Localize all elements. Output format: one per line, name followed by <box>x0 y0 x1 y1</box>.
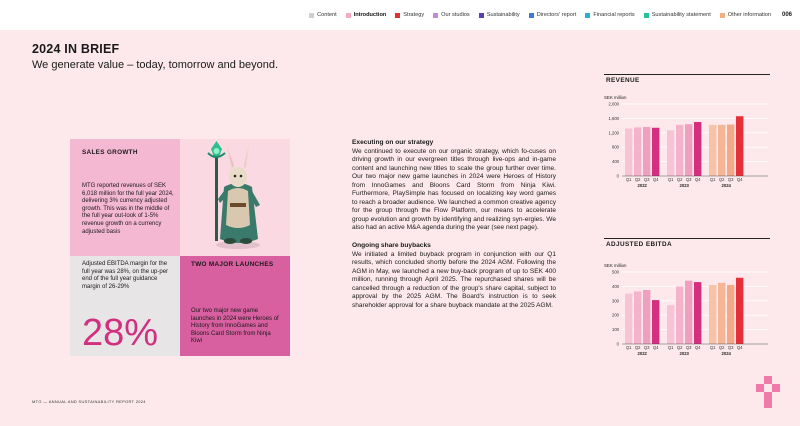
ebitda-margin-box <box>70 256 180 356</box>
revenue-x-tick-label: Q2 <box>676 177 683 182</box>
ebitda-bar-2023-Q2 <box>676 286 683 344</box>
nav-item-label: Other information <box>727 12 771 18</box>
revenue-y-tick-label: 2,000 <box>608 101 619 107</box>
major-launches-label: TWO MAJOR LAUNCHES <box>191 261 274 268</box>
revenue-y-tick-label: 400 <box>612 159 619 165</box>
revenue-x-tick-label: Q2 <box>634 177 641 182</box>
revenue-group-label: 2024 <box>721 183 731 188</box>
nav-item-label: Introduction <box>353 12 387 18</box>
revenue-y-tick-label: 1,600 <box>608 115 619 121</box>
nav-item-content[interactable] <box>309 12 337 18</box>
revenue-bar-2024-Q3 <box>727 125 734 176</box>
nav-color-swatch <box>585 13 590 18</box>
major-launches-box <box>180 256 290 356</box>
nav-color-swatch <box>529 13 534 18</box>
ebitda-group-label: 2024 <box>721 351 731 356</box>
ebitda-y-tick-label: 400 <box>612 283 619 289</box>
buyback-heading: Ongoing share buybacks <box>352 242 431 250</box>
nav-item-label: Sustainability statement <box>651 12 711 18</box>
decorative-pink-blocks <box>756 376 780 410</box>
revenue-x-tick-label: Q4 <box>652 177 659 182</box>
revenue-x-tick-label: Q1 <box>667 177 674 182</box>
ebitda-x-tick-label: Q2 <box>676 345 683 350</box>
nav-color-swatch <box>395 13 400 18</box>
game-character-illustration <box>180 139 290 256</box>
revenue-x-tick-label: Q3 <box>727 177 734 182</box>
revenue-y-tick-label: 800 <box>612 144 619 150</box>
revenue-bar-2023-Q4 <box>694 122 701 176</box>
page-number: 006 <box>781 12 792 18</box>
ebitda-x-tick-label: Q4 <box>652 345 659 350</box>
revenue-title-rule <box>604 74 770 75</box>
nav-color-swatch <box>720 13 725 18</box>
ebitda-bar-2022-Q4 <box>652 300 659 344</box>
ebitda-y-unit-label: SEK million <box>604 263 627 268</box>
revenue-y-unit-label: SEK million <box>604 95 627 100</box>
ebitda-chart-title: ADJUSTED EBITDA <box>606 241 673 248</box>
page-subtitle: We generate value – today, tomorrow and beyond. <box>32 59 279 71</box>
ebitda-y-tick-label: 0 <box>616 341 619 347</box>
sales-growth-text: MTG reported revenues of SEK 6,018 million for the full year 2024, delivering 3% currency adjusted growth. This was in the middle of the full year out-look of 1-5% revenue growth on a currency adjusted basis <box>82 183 174 235</box>
revenue-chart <box>596 94 776 206</box>
ebitda-title-rule <box>604 238 770 239</box>
revenue-y-tick-label: 0 <box>616 173 619 179</box>
ebitda-bar-2024-Q2 <box>718 283 725 344</box>
nav-item-our-studios[interactable] <box>433 12 470 18</box>
revenue-x-tick-label: Q1 <box>625 177 632 182</box>
ebitda-x-tick-label: Q4 <box>694 345 701 350</box>
ebitda-bar-2024-Q1 <box>709 285 716 344</box>
nav-item-label: Financial reports <box>593 12 635 18</box>
ebitda-x-tick-label: Q3 <box>643 345 650 350</box>
nav-item-financial-reports[interactable] <box>585 12 634 18</box>
ebitda-x-tick-label: Q3 <box>727 345 734 350</box>
revenue-x-tick-label: Q2 <box>718 177 725 182</box>
revenue-bar-2023-Q2 <box>676 125 683 176</box>
ebitda-x-tick-label: Q1 <box>625 345 632 350</box>
buyback-paragraph: We initiated a limited buyback program in conjunction with our Q1 results, which concluded shortly before the 2024 AGM. Following the AGM in May, we launched a new buy-back program of up to SEK 400 million, running through April 2025. The repurchased shares will be cancelled through a reduction of the group's share capital, subject to approval by the 2025 AGM. The Board's instruction is to seek shareholder approval for a share buyback mandate at the 2025 AGM. <box>352 250 556 309</box>
nav-color-swatch <box>479 13 484 18</box>
ebitda-x-tick-label: Q1 <box>709 345 716 350</box>
revenue-x-tick-label: Q4 <box>736 177 743 182</box>
revenue-bar-2022-Q3 <box>643 127 650 176</box>
ebitda-chart <box>596 262 776 374</box>
nav-item-label: Content <box>317 12 337 18</box>
revenue-x-tick-label: Q3 <box>685 177 692 182</box>
ebitda-x-tick-label: Q2 <box>634 345 641 350</box>
revenue-chart-title: REVENUE <box>606 77 640 84</box>
nav-item-introduction[interactable] <box>346 12 387 18</box>
nav-color-swatch <box>433 13 438 18</box>
revenue-bar-2022-Q4 <box>652 128 659 176</box>
nav-item-directors-report[interactable] <box>529 12 577 18</box>
revenue-bar-2024-Q1 <box>709 125 716 176</box>
article-body <box>352 139 556 319</box>
revenue-x-tick-label: Q1 <box>709 177 716 182</box>
ebitda-bar-2023-Q1 <box>667 305 674 344</box>
strategy-paragraph: We continued to execute on our organic strategy, which fo-cuses on driving growth in our evergreen titles through live-ops and in-game content and launching new titles to scale the group further over time. Our two major new game launches in 2024 were Heroes of History from InnoGames and Bloons Card Storm from Ninja Kiwi. Furthermore, PlaySimple has focused on localizing key word games to reach a broader audience. We launched a common creative agency for the group through the Flow Platform, our means to accelerate group evolution and growth by identifying and realizing syn-ergies. We also had an active M&A agenda during the year (see next page). <box>352 147 556 232</box>
strategy-heading: Executing on our strategy <box>352 139 434 146</box>
revenue-bar-2022-Q2 <box>634 127 641 176</box>
nav-color-swatch <box>309 13 314 18</box>
ebitda-bar-2023-Q4 <box>694 282 701 344</box>
ebitda-x-tick-label: Q3 <box>685 345 692 350</box>
ebitda-bar-2024-Q3 <box>727 285 734 344</box>
ebitda-bar-2022-Q1 <box>625 294 632 344</box>
nav-item-label: Sustainability <box>486 12 520 18</box>
ebitda-x-tick-label: Q4 <box>736 345 743 350</box>
revenue-group-label: 2022 <box>637 183 647 188</box>
ebitda-x-tick-label: Q1 <box>667 345 674 350</box>
nav-item-sustainability-statement[interactable] <box>644 12 711 18</box>
nav-item-other-information[interactable] <box>720 12 771 18</box>
nav-item-label: Our studios <box>441 12 470 18</box>
ebitda-y-tick-label: 200 <box>612 312 619 318</box>
ebitda-group-label: 2022 <box>637 351 647 356</box>
nav-color-swatch <box>346 13 351 18</box>
ebitda-margin-text: Adjusted EBITDA margin for the full year was 28%, on the up-per end of the full year guidance margin of 26-29% <box>82 261 169 290</box>
ebitda-y-tick-label: 300 <box>612 298 619 304</box>
ebitda-bar-2024-Q4 <box>736 278 743 344</box>
sales-growth-box <box>70 139 180 256</box>
ebitda-bar-2023-Q3 <box>685 281 692 344</box>
revenue-bar-2024-Q4 <box>736 116 743 176</box>
ebitda-y-tick-label: 100 <box>612 327 619 333</box>
nav-item-strategy[interactable] <box>395 12 424 18</box>
nav-item-label: Directors' report <box>536 12 577 18</box>
top-navigation <box>0 0 800 30</box>
revenue-bar-2022-Q1 <box>625 128 632 176</box>
report-footer: MTG — ANNUAL AND SUSTAINABILITY REPORT 2024 <box>32 399 146 404</box>
nav-items <box>309 12 771 18</box>
revenue-bar-2023-Q3 <box>685 124 692 176</box>
revenue-x-tick-label: Q3 <box>643 177 650 182</box>
ebitda-y-tick-label: 500 <box>612 269 619 275</box>
revenue-bar-2024-Q2 <box>718 125 725 176</box>
sales-growth-label: SALES GROWTH <box>82 149 138 156</box>
revenue-x-tick-label: Q4 <box>694 177 701 182</box>
revenue-y-tick-label: 1,200 <box>608 130 619 136</box>
revenue-group-label: 2023 <box>679 183 689 188</box>
revenue-bar-2023-Q1 <box>667 130 674 176</box>
nav-item-sustainability[interactable] <box>479 12 520 18</box>
ebitda-x-tick-label: Q2 <box>718 345 725 350</box>
ebitda-margin-value: 28% <box>82 312 159 354</box>
nav-color-swatch <box>644 13 649 18</box>
ebitda-group-label: 2023 <box>679 351 689 356</box>
character-illustration-box <box>180 139 290 256</box>
ebitda-bar-2022-Q3 <box>643 290 650 344</box>
page-title: 2024 IN BRIEF <box>32 42 120 56</box>
major-launches-text: Our two major new game launches in 2024 were Heroes of History from InnoGames and Bloons Card Storm from Ninja Kiwi <box>191 308 279 345</box>
nav-item-label: Strategy <box>403 12 425 18</box>
ebitda-bar-2022-Q2 <box>634 291 641 344</box>
